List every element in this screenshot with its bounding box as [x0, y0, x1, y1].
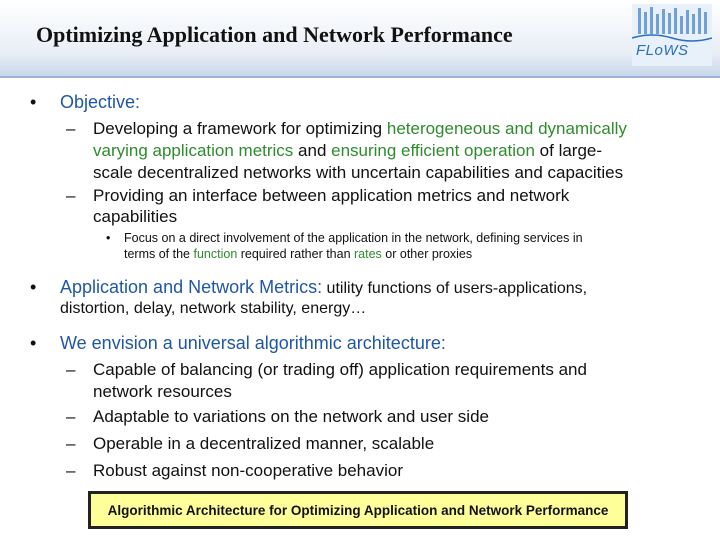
- arch-item-1-line1: Capable of balancing (or trading off) application requirements and: [93, 360, 587, 379]
- arch-item-2: Adaptable to variations on the network and user side: [93, 407, 489, 426]
- sub3-line2: terms of the function required rather than rates or other proxies: [124, 247, 473, 261]
- bullet-metrics: •: [30, 277, 37, 297]
- dash-2: –: [66, 186, 76, 205]
- sub3-bullet: •: [106, 231, 111, 245]
- bullet-architecture: •: [30, 333, 37, 353]
- arch-dash-2: –: [66, 407, 76, 426]
- sub1-line1: Developing a framework for optimizing heterogeneous and dynamically: [93, 119, 627, 138]
- arch-item-3: Operable in a decentralized manner, scalable: [93, 434, 435, 453]
- arch-dash-3: –: [66, 434, 76, 453]
- logo-text: FLoWS: [636, 42, 689, 59]
- bullet-objective: •: [30, 92, 37, 112]
- arch-dash-4: –: [66, 461, 76, 480]
- footer-banner: Algorithmic Architecture for Optimizing Application and Network Performance: [88, 491, 628, 529]
- architecture-label: We envision a universal algorithmic architecture:: [60, 333, 446, 353]
- arch-item-1-line2: network resources: [93, 382, 232, 401]
- sub1-line2: varying application metrics and ensuring efficient operation of large-: [93, 141, 603, 160]
- sub3-line1: Focus on a direct involvement of the application in the network, defining services in: [124, 231, 583, 245]
- sub2-line2: capabilities: [93, 207, 178, 226]
- dash-1: –: [66, 119, 76, 138]
- objective-label: Objective:: [60, 92, 141, 112]
- arch-dash-1: –: [66, 360, 76, 379]
- sub1-line3: scale decentralized networks with uncertain capabilities and capacities: [93, 163, 624, 182]
- sub2-line1: Providing an interface between application metrics and network: [93, 186, 570, 205]
- slide-title: Optimizing Application and Network Performance: [36, 22, 513, 47]
- metrics-line1: Application and Network Metrics: utility functions of users-applications,: [60, 277, 588, 297]
- arch-item-4: Robust against non-cooperative behavior: [93, 461, 403, 480]
- metrics-line2: distortion, delay, network stability, energy…: [60, 300, 367, 317]
